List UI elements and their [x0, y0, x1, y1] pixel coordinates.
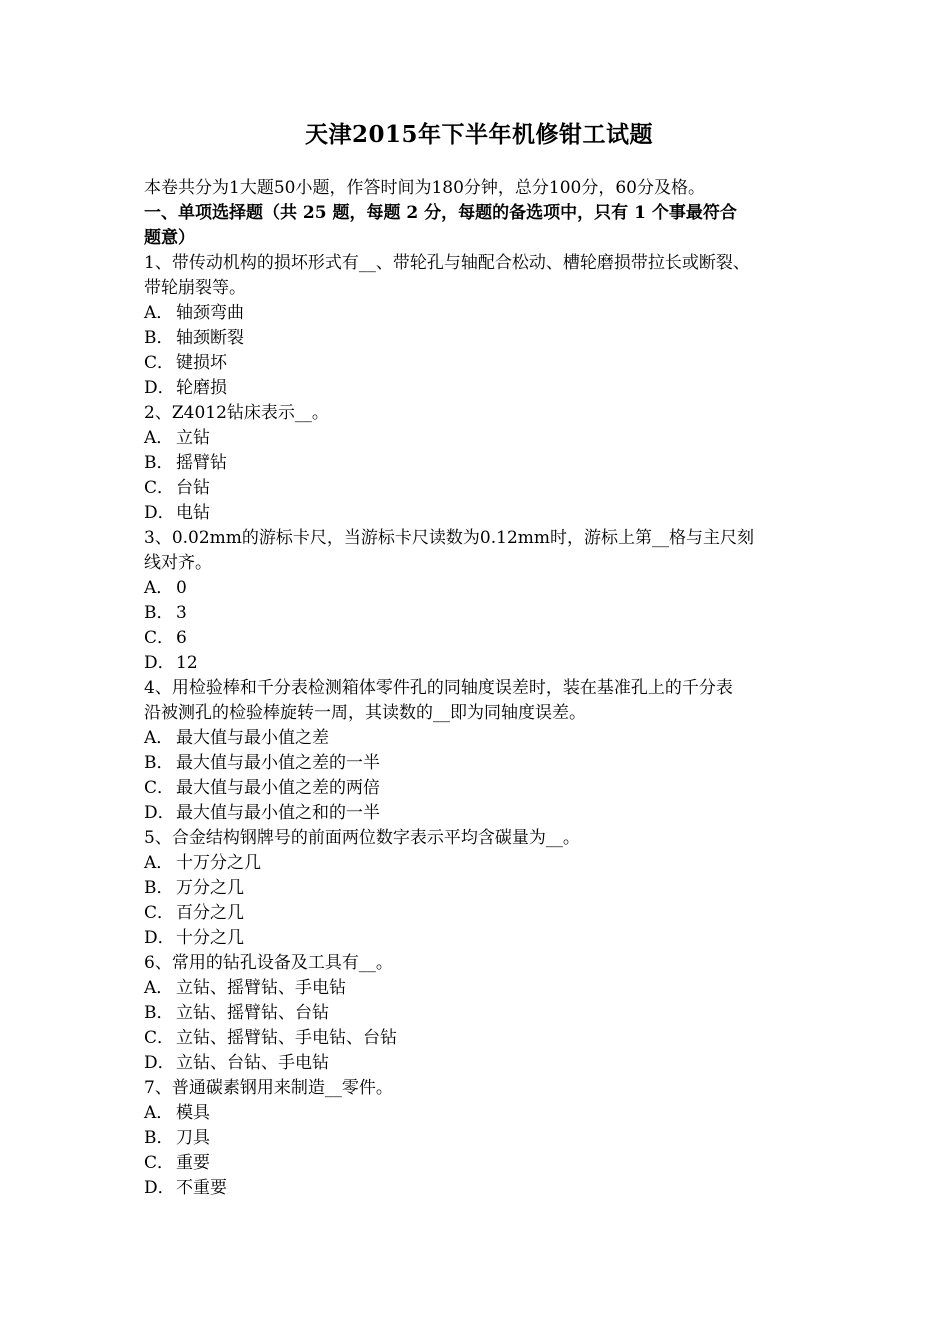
- answer-option: [144, 901, 814, 926]
- option-text: 重要: [176, 1153, 210, 1173]
- option-letter: A．: [144, 578, 174, 598]
- option-letter: C．: [144, 1028, 175, 1048]
- option-text: 百分之几: [176, 903, 244, 923]
- question-text: 2、Z4012钻床表示__。: [144, 403, 329, 423]
- answer-option: [144, 801, 814, 826]
- section-heading-line-1: 一、单项选择题（共 25 题，每题 2 分，每题的备选项中，只有 1 个事最符合: [144, 203, 737, 223]
- option-letter: B．: [144, 603, 174, 623]
- answer-option: [144, 851, 814, 876]
- option-text: 万分之几: [176, 878, 244, 898]
- question-text: 沿被测孔的检验棒旋转一周，其读数的__即为同轴度误差。: [144, 703, 586, 723]
- answer-option: [144, 976, 814, 1001]
- answer-option: [144, 476, 814, 501]
- answer-option: [144, 776, 814, 801]
- answer-option: [144, 326, 814, 351]
- question-text: 带轮崩裂等。: [144, 278, 246, 298]
- option-text: 最大值与最小值之差: [176, 728, 329, 748]
- answer-option: [144, 601, 814, 626]
- answer-option: [144, 1126, 814, 1151]
- option-text: 最大值与最小值之差的一半: [176, 753, 380, 773]
- option-letter: C．: [144, 903, 175, 923]
- answer-option: [144, 351, 814, 376]
- option-text: 6: [176, 628, 187, 648]
- question-text: 1、带传动机构的损坏形式有__、带轮孔与轴配合松动、槽轮磨损带拉长或断裂、: [144, 253, 750, 273]
- option-letter: C．: [144, 778, 175, 798]
- question-block: [144, 676, 814, 826]
- answer-option: [144, 1176, 814, 1201]
- option-letter: B．: [144, 328, 174, 348]
- option-letter: D．: [144, 653, 175, 673]
- option-letter: A．: [144, 853, 174, 873]
- option-text: 轴颈弯曲: [176, 303, 244, 323]
- option-text: 轮磨损: [176, 378, 227, 398]
- option-letter: C．: [144, 353, 175, 373]
- option-text: 立钻: [176, 428, 210, 448]
- answer-option: [144, 651, 814, 676]
- answer-option: [144, 1051, 814, 1076]
- option-letter: D．: [144, 378, 175, 398]
- option-letter: A．: [144, 1103, 174, 1123]
- option-letter: D．: [144, 928, 175, 948]
- question-block: [144, 251, 814, 401]
- answer-option: [144, 726, 814, 751]
- option-text: 摇臂钻: [176, 453, 227, 473]
- option-letter: A．: [144, 303, 174, 323]
- option-text: 键损坏: [176, 353, 227, 373]
- exam-intro: 本卷共分为1大题50小题，作答时间为180分钟，总分100分，60分及格。: [144, 178, 705, 198]
- answer-option: [144, 576, 814, 601]
- option-letter: D．: [144, 1053, 175, 1073]
- question-list: [144, 251, 814, 1201]
- option-text: 最大值与最小值之和的一半: [176, 803, 380, 823]
- section-heading-line-2: 题意）: [144, 228, 195, 248]
- option-letter: D．: [144, 1178, 175, 1198]
- answer-option: [144, 1001, 814, 1026]
- option-text: 轴颈断裂: [176, 328, 244, 348]
- option-text: 立钻、摇臂钻、手电钻: [176, 978, 346, 998]
- option-text: 电钻: [176, 503, 210, 523]
- option-letter: A．: [144, 978, 174, 998]
- option-text: 模具: [176, 1103, 210, 1123]
- option-letter: B．: [144, 1003, 174, 1023]
- question-block: [144, 526, 814, 676]
- answer-option: [144, 876, 814, 901]
- option-text: 12: [176, 653, 198, 673]
- option-text: 刀具: [176, 1128, 210, 1148]
- option-letter: C．: [144, 1153, 175, 1173]
- question-block: [144, 401, 814, 526]
- question-text: 5、合金结构钢牌号的前面两位数字表示平均含碳量为__。: [144, 828, 580, 848]
- option-letter: B．: [144, 753, 174, 773]
- document-title: 天津2015年下半年机修钳工试题: [304, 121, 653, 148]
- option-text: 不重要: [176, 1178, 227, 1198]
- question-block: [144, 826, 814, 951]
- option-letter: B．: [144, 1128, 174, 1148]
- answer-option: [144, 301, 814, 326]
- option-letter: D．: [144, 803, 175, 823]
- option-text: 立钻、台钻、手电钻: [176, 1053, 329, 1073]
- answer-option: [144, 751, 814, 776]
- answer-option: [144, 376, 814, 401]
- answer-option: [144, 501, 814, 526]
- question-text: 线对齐。: [144, 553, 212, 573]
- option-text: 立钻、摇臂钻、手电钻、台钻: [176, 1028, 397, 1048]
- answer-option: [144, 926, 814, 951]
- option-text: 3: [176, 603, 187, 623]
- question-text: 3、0.02mm的游标卡尺，当游标卡尺读数为0.12mm时，游标上第__格与主尺刻: [144, 528, 754, 548]
- question-block: [144, 1076, 814, 1201]
- answer-option: [144, 426, 814, 451]
- question-text: 7、普通碳素钢用来制造__零件。: [144, 1078, 393, 1098]
- option-letter: B．: [144, 453, 174, 473]
- option-letter: A．: [144, 728, 174, 748]
- answer-option: [144, 1026, 814, 1051]
- answer-option: [144, 626, 814, 651]
- answer-option: [144, 1101, 814, 1126]
- option-letter: C．: [144, 628, 175, 648]
- answer-option: [144, 451, 814, 476]
- option-text: 台钻: [176, 478, 210, 498]
- option-text: 十万分之几: [176, 853, 261, 873]
- option-text: 十分之几: [176, 928, 244, 948]
- option-letter: D．: [144, 503, 175, 523]
- option-text: 最大值与最小值之差的两倍: [176, 778, 380, 798]
- option-letter: C．: [144, 478, 175, 498]
- option-text: 立钻、摇臂钻、台钻: [176, 1003, 329, 1023]
- document-page: [144, 118, 814, 1201]
- question-text: 6、常用的钻孔设备及工具有__。: [144, 953, 393, 973]
- option-letter: A．: [144, 428, 174, 448]
- answer-option: [144, 1151, 814, 1176]
- option-text: 0: [176, 578, 187, 598]
- question-text: 4、用检验棒和千分表检测箱体零件孔的同轴度误差时，装在基准孔上的千分表: [144, 678, 733, 698]
- option-letter: B．: [144, 878, 174, 898]
- question-block: [144, 951, 814, 1076]
